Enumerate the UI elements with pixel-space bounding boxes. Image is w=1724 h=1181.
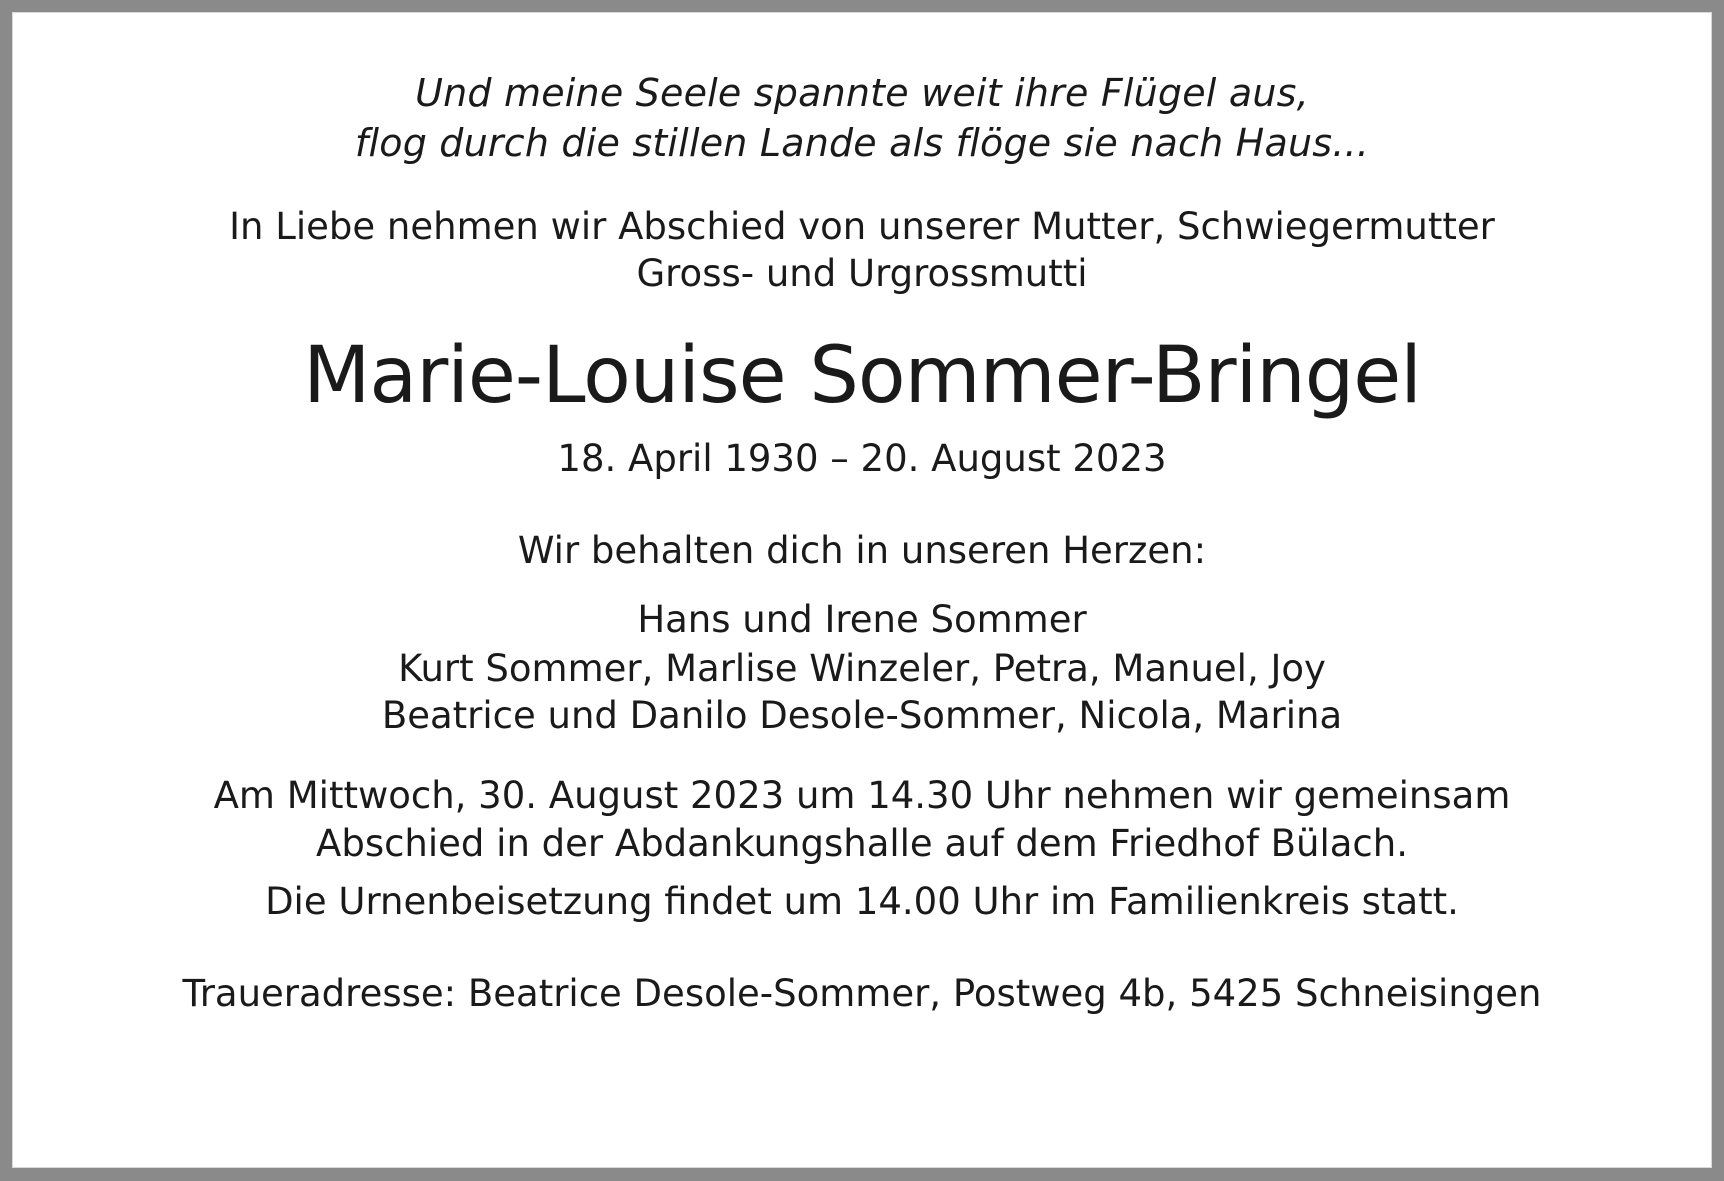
deceased-name: Marie-Louise Sommer-Bringel — [303, 331, 1421, 421]
service-line-3: Die Urnenbeisetzung findet um 14.00 Uhr im Familienkreis statt. — [265, 880, 1459, 923]
mourner-line-1: Hans und Irene Sommer — [637, 598, 1087, 641]
mourners-heading: Wir behalten dich in unseren Herzen: — [517, 529, 1207, 572]
life-dates: 18. April 1930 – 20. August 2023 — [557, 437, 1167, 480]
intro-line-1: In Liebe nehmen wir Abschied von unserer Mutter, Schwiegermutter — [229, 205, 1495, 248]
mourner-line-3: Beatrice und Danilo Desole-Sommer, Nicola, Marina — [381, 694, 1343, 737]
service-line-2: Abschied in der Abdankungshalle auf dem Friedhof Bülach. — [316, 822, 1408, 865]
service-line-1: Am Mittwoch, 30. August 2023 um 14.30 Uhr nehmen wir gemeinsam — [213, 774, 1511, 817]
intro-line-2: Gross- und Urgrossmutti — [636, 252, 1088, 295]
poem-line-1: Und meine Seele spannte weit ihre Flügel aus, — [415, 71, 1309, 115]
mourner-line-2: Kurt Sommer, Marlise Winzeler, Petra, Manuel, Joy — [398, 647, 1326, 690]
mourning-address: Traueradresse: Beatrice Desole-Sommer, Postweg 4b, 5425 Schneisingen — [182, 972, 1542, 1015]
obituary-notice — [12, 12, 1712, 1168]
poem-line-2: flog durch die stillen Lande als flöge sie nach Haus... — [354, 121, 1370, 165]
